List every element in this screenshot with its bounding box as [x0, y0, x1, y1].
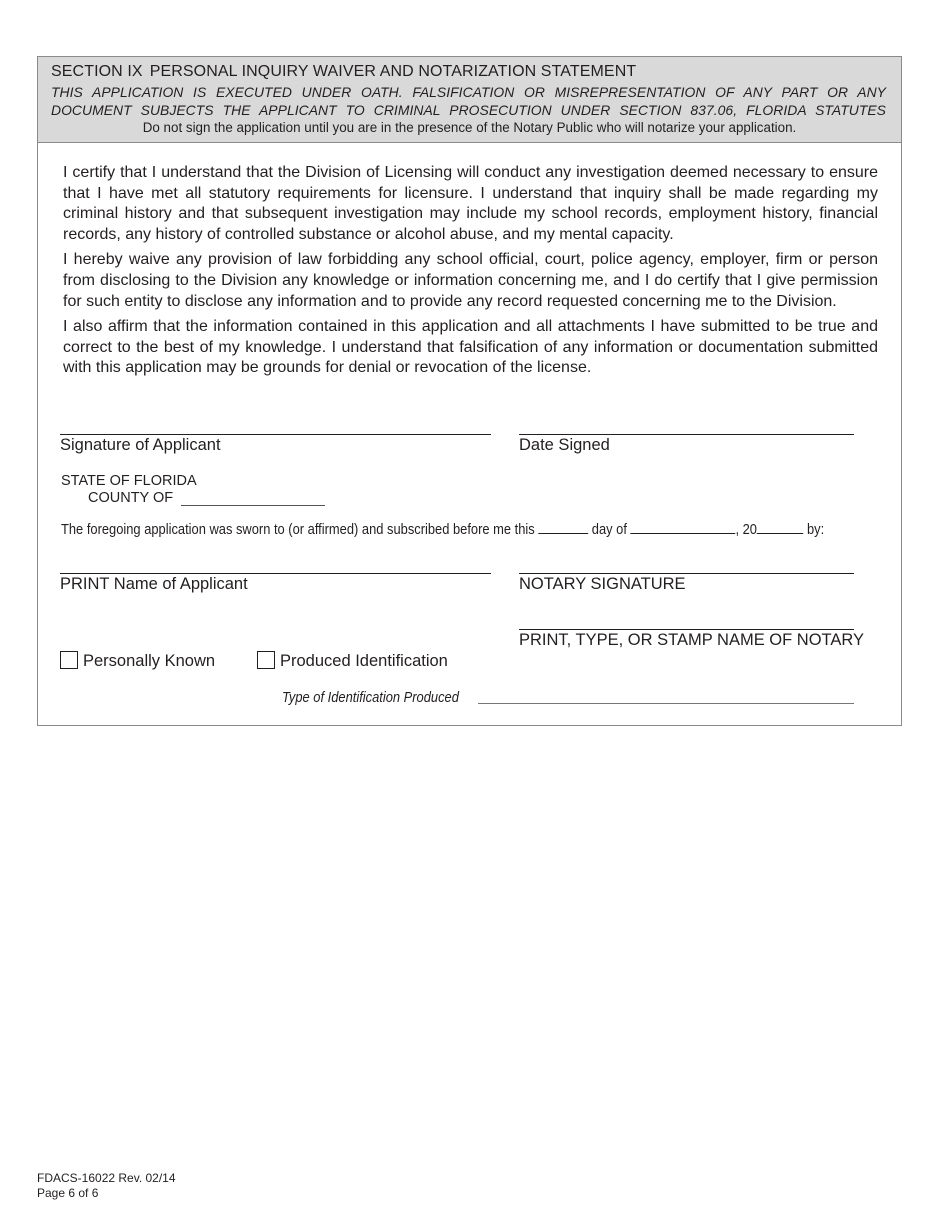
page-number: Page 6 of 6	[37, 1186, 99, 1200]
section-title-text: PERSONAL INQUIRY WAIVER AND NOTARIZATION STATEMENT	[149, 63, 637, 80]
county-label: COUNTY OF	[88, 490, 174, 506]
month-blank[interactable]	[631, 519, 736, 534]
notary-signature-line[interactable]	[519, 573, 854, 574]
paragraph-certify: I certify that I understand that the Division of Licensing will conduct any investigation deemed necessary to ensure that I have met all statutory requirements for licensure. I understand that inquiry shall be made regarding my criminal history and that subsequent investigation may include my school records, employment history, financial records, any history of controlled substance or alcohol abuse, and my mental capacity.	[63, 164, 878, 243]
oath-line-2: DOCUMENT SUBJECTS THE APPLICANT TO CRIMINAL PROSECUTION UNDER SECTION 837.06, FLORIDA STATUTES	[51, 102, 886, 118]
sworn-text-3: , 20	[735, 521, 757, 538]
sworn-text-4: by:	[806, 521, 825, 538]
year-blank[interactable]	[757, 519, 803, 534]
date-signed-line[interactable]	[519, 434, 854, 435]
print-name-line[interactable]	[60, 573, 491, 574]
section-ix	[37, 56, 902, 726]
sworn-statement	[61, 519, 824, 538]
state-label: STATE OF FLORIDA	[61, 473, 197, 489]
sworn-text-1: The foregoing application was sworn to (or affirmed) and subscribed before me this	[61, 521, 535, 538]
form-number: FDACS-16022 Rev. 02/14	[37, 1171, 176, 1185]
section-title	[51, 63, 636, 81]
personally-known-label: Personally Known	[83, 652, 216, 670]
applicant-signature-line[interactable]	[60, 434, 491, 435]
paragraph-affirm: I also affirm that the information contained in this application and all attachments I have submitted to be true and correct to the best of my knowledge. I understand that falsification of any information or documentation submitted with this application may be grounds for denial or revocation of the license.	[63, 318, 878, 377]
id-type-line[interactable]	[478, 703, 854, 704]
id-type-label: Type of Identification Produced	[282, 689, 459, 706]
county-line[interactable]	[181, 505, 325, 506]
notary-name-line[interactable]	[519, 629, 854, 630]
day-blank[interactable]	[538, 519, 588, 534]
personally-known-checkbox[interactable]	[60, 651, 78, 669]
notary-signature-label: NOTARY SIGNATURE	[519, 575, 686, 593]
oath-warning	[51, 83, 886, 119]
signing-notice: Do not sign the application until you are in the presence of the Notary Public who will notarize your application.	[142, 120, 797, 135]
notary-name-label: PRINT, TYPE, OR STAMP NAME OF NOTARY	[519, 631, 865, 649]
sworn-text-2: day of	[591, 521, 627, 538]
print-name-label: PRINT Name of Applicant	[60, 575, 248, 593]
date-signed-label: Date Signed	[519, 436, 610, 454]
section-header	[38, 57, 901, 143]
produced-identification-label: Produced Identification	[280, 652, 448, 670]
certification-text	[63, 163, 878, 384]
oath-line-1: THIS APPLICATION IS EXECUTED UNDER OATH. FALSIFICATION OR MISREPRESENTATION OF ANY PART OR ANY	[51, 84, 886, 100]
applicant-signature-label: Signature of Applicant	[60, 436, 221, 454]
produced-identification-checkbox[interactable]	[257, 651, 275, 669]
section-number: SECTION IX	[51, 63, 143, 80]
paragraph-waiver: I hereby waive any provision of law forbidding any school official, court, police agency, employer, firm or person from disclosing to the Division any knowledge or information concerning me, and I do certify that I give permission for such entity to disclose any information and to provide any record requested concerning me to the Division.	[63, 251, 878, 310]
